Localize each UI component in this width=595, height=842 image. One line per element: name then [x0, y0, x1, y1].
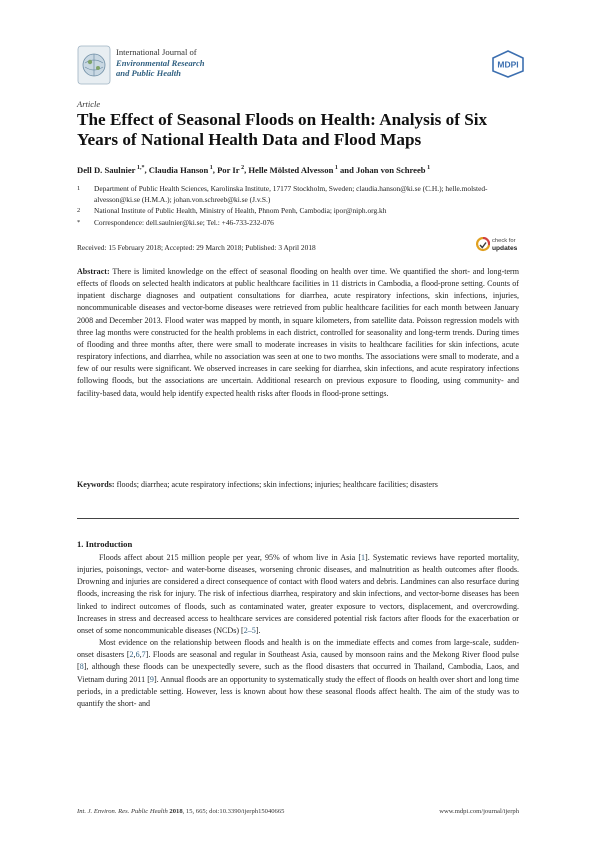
publisher-name: MDPI — [497, 59, 519, 70]
author-separator: and — [337, 165, 357, 175]
journal-name-line3: and Public Health — [116, 68, 181, 78]
intro-paragraph-1 — [77, 552, 519, 637]
author-affiliation-sup: 2 — [239, 165, 245, 172]
author-name[interactable]: Claudia Hanson — [148, 165, 209, 175]
paragraph-text: ]. — [255, 625, 261, 635]
citation-link[interactable]: 1 — [361, 553, 366, 562]
paragraph-text: ]. Floods are seasonal and regular in Southeast Asia, caused by monsoon rains and the Mekong River flood pulse [ — [77, 650, 519, 672]
footer-url[interactable]: www.mdpi.com/journal/ijerph — [439, 808, 519, 815]
paragraph-text: ]. Systematic reviews have reported mortality, injuries, poisonings, vector- and water-borne diseases, worsening chronic diseases, and malnutrition as health outcomes after floods. Drowning and injuries are considered a direct consequence of contact with flood waters and debris. Landmines can also resurface during floods, increasing the risk for injury. The risk of infectious diarrhea, respiratory and skin infections, and vector-borne diseases has been linked to indirect outcomes of floods, such as contaminated water, greater exposure to vectors, displacement, and overcrowding. Increases in stress and decreased access to healthcare services are considered potential risk factors after floods for the exacerbation or onset of some noncommunicable diseases (NCDs) [ — [77, 553, 519, 635]
intro-paragraph-2 — [77, 637, 519, 710]
paragraph-text: , — [133, 650, 136, 660]
publication-dates: Received: 15 February 2018; Accepted: 29 March 2018; Published: 3 April 2018 — [77, 243, 316, 252]
introduction-body — [77, 552, 519, 710]
citation-link[interactable]: 6 — [135, 650, 140, 660]
footer-journal-abbrev: Int. J. Environ. Res. Public Health — [77, 808, 168, 815]
author-name[interactable]: Helle Mölsted Alvesson — [248, 165, 334, 175]
author-separator: , — [144, 165, 149, 175]
author-separator: , — [212, 165, 218, 175]
check-updates-text — [492, 238, 517, 252]
footer-citation — [77, 808, 284, 815]
check-for-updates-icon — [476, 237, 490, 253]
keywords — [77, 479, 519, 491]
citation-link[interactable]: 7 — [141, 650, 146, 660]
citation-link[interactable]: 9 — [149, 674, 154, 684]
affiliation-text: Department of Public Health Sciences, Karolinska Institute, 17177 Stockholm, Sweden; claudia.hanson@ki.se (C.H.); helle.molsted-alvesson@ki.se (H.M.A.); johan.von.schreeb@ki.se (J.v.S.) — [94, 184, 488, 205]
affiliation-mark: 2 — [77, 207, 81, 215]
journal-name-line1: International Journal of — [116, 47, 197, 57]
author-separator: , — [244, 165, 249, 175]
keywords-label: Keywords: — [77, 480, 115, 489]
paragraph-text: Most evidence on the relationship between floods and health is on the immediate effects and comes from large-scale, sudden-onset disasters [ — [77, 638, 519, 660]
article-type: Article — [77, 99, 101, 109]
journal-header — [77, 43, 527, 87]
paragraph-text: ], although these floods can be unexpectedly severe, such as the flood disasters that occurred in Thailand, Cambodia, Laos, and Vietnam during 2011 [ — [77, 662, 519, 684]
author-affiliation-sup: 1,* — [135, 165, 145, 172]
author-affiliation-sup: 1 — [208, 165, 213, 172]
affiliation-2 — [77, 205, 517, 216]
article-title: The Effect of Seasonal Floods on Health: Analysis of Six Years of National Health Data and Flood Maps — [77, 110, 488, 149]
author-name[interactable]: Dell D. Saulnier — [77, 165, 136, 175]
mdpi-logo-icon — [491, 50, 525, 78]
footer-volume-info: , 15, 665; doi:10.3390/ijerph15040665 — [182, 808, 285, 815]
author-affiliation-sup: 1 — [425, 165, 431, 172]
abstract-label: Abstract: — [77, 267, 110, 276]
check-for-updates-badge[interactable] — [476, 235, 522, 257]
affiliation-text: National Institute of Public Health, Ministry of Health, Phnom Penh, Cambodia; ipor@niph.org.kh — [94, 206, 387, 216]
affiliation-1 — [77, 183, 517, 205]
affiliations — [77, 183, 517, 228]
section-divider — [77, 518, 519, 519]
section-heading-introduction: 1. Introduction — [77, 539, 133, 549]
citation-link[interactable]: 2–5 — [243, 625, 256, 635]
paragraph-text: , — [139, 650, 142, 660]
footer-year: 2018 — [169, 808, 183, 815]
journal-logo-icon — [77, 45, 111, 85]
author-list — [77, 165, 527, 175]
keywords-text: floods; diarrhea; acute respiratory infections; skin infections; injuries; healthcare facilities; disasters — [116, 480, 438, 489]
journal-name-line2: Environmental Research — [116, 57, 205, 68]
abstract-text: There is limited knowledge on the effect of seasonal flooding on health over time. We quantified the short- and long-term effects of floods on selected health indicators at public healthcare facilities in 11 districts in Cambodia, a flood-prone setting. Counts of inpatient discharge diagnoses and outpatient consultations for diarrhea, acute respiratory infections, skin infections, injuries, noncommunicable diseases and vector-borne diseases were retrieved from public healthcare facilities for each month between January 2008 and December 2013. Flood water was mapped by month, in square kilometers, from satellite data. Poisson regression models with three lag months were constructed for the health problems in each district, controlled for seasonality and long-term trends. During times of flooding and three months after, there were small to moderate increases in visits to healthcare facilities for skin infections, acute respiratory infections, and diarrhea, while no association was seen at one to two months. The associations were small to moderate, and a few of our results were significant. We observed increases in care seeking for diarrhea, skin infections, and acute respiratory infections following floods, but the associations are uncertain. Additional research on previous exposure to flooding, using community- and facility-based data, would help identify expected health risks after floods in flood-prone settings. — [77, 267, 519, 398]
paragraph-text: Floods affect about 215 million people per year, 95% of whom live in Asia [ — [99, 553, 362, 562]
author-name[interactable]: Johan von Schreeb — [356, 165, 426, 175]
affiliation-mark: 1 — [77, 185, 81, 192]
author-name[interactable]: Por Ir — [217, 165, 240, 175]
citation-link[interactable]: 8 — [79, 662, 84, 672]
check-updates-line1: check for — [492, 238, 516, 244]
check-updates-line2: updates — [492, 245, 518, 252]
author-affiliation-sup: 1 — [333, 165, 338, 172]
abstract — [77, 266, 519, 400]
correspondence-mark: * — [77, 218, 81, 226]
paragraph-text: ]. Annual floods are an opportunity to systematically study the effect of floods on health over short and long time periods, in a predictable setting. However, less is known about how these seasonal floods affect health. The aim of the study was to quantify the short- and — [77, 674, 519, 708]
citation-link[interactable]: 2 — [129, 650, 134, 660]
journal-name — [116, 47, 205, 79]
correspondence-text: Correspondence: dell.saulnier@ki.se; Tel.: +46-733-232-076 — [94, 217, 274, 227]
correspondence — [77, 217, 517, 228]
